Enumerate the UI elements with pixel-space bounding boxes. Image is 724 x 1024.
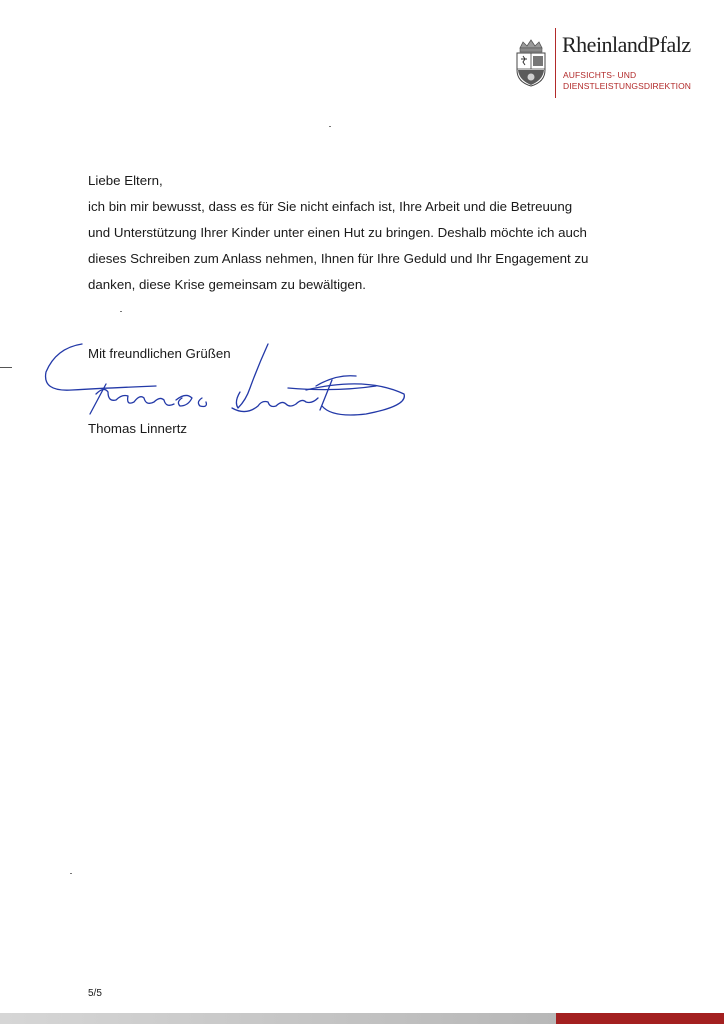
signatory-name: Thomas Linnertz — [88, 421, 188, 436]
footer-band — [0, 1013, 724, 1024]
letter-body — [88, 168, 668, 298]
body-line: ich bin mir bewusst, dass es für Sie nicht einfach ist, Ihre Arbeit und die Betreuung — [88, 199, 573, 214]
scan-speck — [70, 873, 72, 874]
page-number: 5/5 — [88, 988, 102, 999]
closing-phrase: Mit freundlichen Grüßen — [88, 346, 231, 361]
body-line: dieses Schreiben zum Anlass nehmen, Ihnen für Ihre Geduld und Ihr Engagement zu — [88, 251, 589, 266]
fold-mark — [0, 367, 12, 368]
body-line: und Unterstützung Ihrer Kinder unter einen Hut zu bringen. Deshalb möchte ich auch — [88, 225, 587, 240]
logo-subtitle — [563, 70, 691, 92]
scan-speck — [120, 311, 122, 312]
scan-speck — [329, 126, 331, 127]
logo-subtitle-line-1: AUFSICHTS- UND — [563, 70, 637, 80]
logo-wordmark: RheinlandPfalz — [562, 32, 691, 57]
rlp-logo — [514, 26, 714, 98]
body-line: danken, diese Krise gemeinsam zu bewältigen. — [88, 277, 366, 292]
logo-divider — [555, 28, 556, 98]
salutation: Liebe Eltern, — [88, 173, 163, 188]
footer-band-grey — [0, 1013, 556, 1024]
footer-band-red — [556, 1013, 724, 1024]
coat-of-arms-icon — [514, 38, 548, 88]
logo-subtitle-line-2: DIENSTLEISTUNGSDIREKTION — [563, 81, 692, 91]
